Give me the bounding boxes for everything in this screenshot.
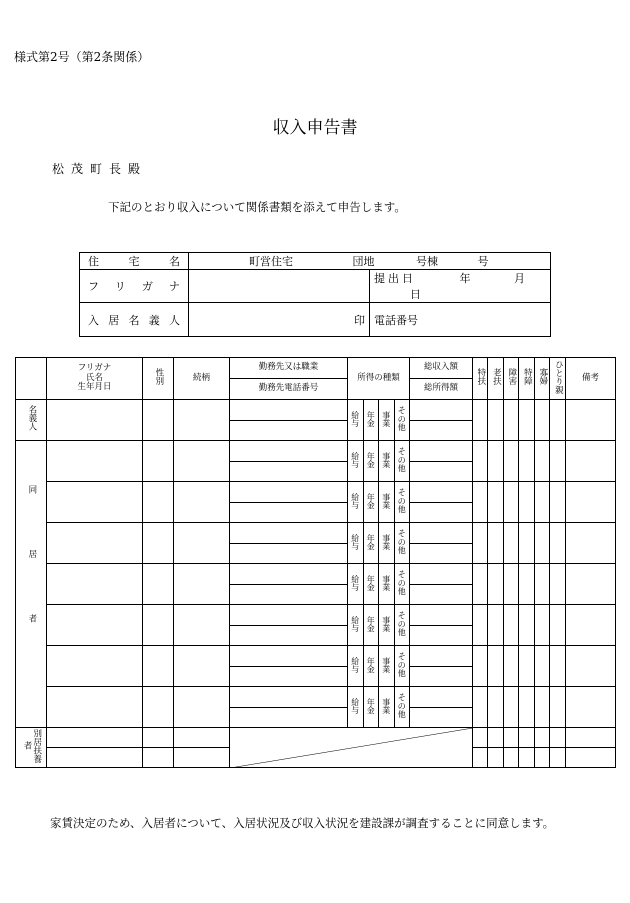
name-cell[interactable] [47, 523, 143, 564]
check-cell[interactable] [550, 564, 566, 605]
relation-cell[interactable] [174, 400, 230, 441]
earnings-cell[interactable] [410, 420, 473, 441]
check-cell[interactable] [473, 646, 488, 687]
check-cell[interactable] [488, 748, 504, 768]
work-cell[interactable] [230, 605, 348, 626]
header-relation: 続柄 [174, 358, 230, 400]
check-cell[interactable] [550, 687, 566, 728]
check-cell[interactable] [535, 728, 550, 748]
check-cell[interactable] [488, 728, 504, 748]
sex-cell[interactable] [143, 728, 174, 748]
header-total-income: 総収入額 [410, 358, 473, 379]
sex-cell[interactable] [143, 482, 174, 523]
income-kind-cell: 給与 年金 事業 その他 [348, 400, 410, 441]
check-cell[interactable] [519, 687, 535, 728]
check-cell[interactable] [550, 748, 566, 768]
check-cell[interactable] [535, 646, 550, 687]
check-cell[interactable] [488, 441, 504, 482]
submit-date-field[interactable] [370, 270, 551, 303]
header-tokufu: 特扶 [473, 358, 488, 400]
submit-date-label: 提出日 [374, 272, 416, 285]
phone-field[interactable] [370, 303, 551, 337]
address-value-gou: 号 [477, 255, 489, 268]
income-kind-cell: 給与 年金 事業 その他 [348, 687, 410, 728]
income-cell[interactable] [410, 605, 473, 626]
work-phone-cell[interactable] [230, 420, 348, 441]
name-cell[interactable] [47, 564, 143, 605]
name-cell[interactable] [47, 400, 143, 441]
sex-cell[interactable] [143, 605, 174, 646]
name-cell[interactable] [47, 728, 143, 748]
check-cell[interactable] [550, 728, 566, 748]
earnings-cell[interactable] [410, 543, 473, 564]
tenant-label: 入居名義人 [80, 303, 189, 337]
seal-mark: 印 [354, 313, 365, 327]
phone-label: 電話番号 [374, 313, 418, 327]
check-cell[interactable] [519, 482, 535, 523]
check-cell[interactable] [488, 687, 504, 728]
sex-cell[interactable] [143, 646, 174, 687]
relation-cell[interactable] [174, 605, 230, 646]
check-cell[interactable] [550, 605, 566, 646]
income-kind-cell: 給与 年金 事業 その他 [348, 523, 410, 564]
intro-text: 下記のとおり収入について関係書類を添えて申告します。 [108, 200, 406, 214]
income-cell[interactable] [410, 523, 473, 544]
check-cell[interactable] [550, 646, 566, 687]
check-cell[interactable] [504, 728, 519, 748]
income-cell[interactable] [410, 687, 473, 708]
relation-cell[interactable] [174, 523, 230, 564]
relation-cell[interactable] [174, 646, 230, 687]
check-cell[interactable] [550, 523, 566, 564]
notes-cell[interactable] [566, 728, 616, 748]
name-cell[interactable] [47, 441, 143, 482]
header-hitorioya: ひとり親 [550, 358, 566, 400]
income-kind-cell: 給与 年金 事業 その他 [348, 482, 410, 523]
check-cell[interactable] [519, 400, 535, 441]
sex-cell[interactable] [143, 748, 174, 768]
relation-cell[interactable] [174, 482, 230, 523]
address-field[interactable] [189, 253, 551, 270]
notes-cell[interactable] [566, 687, 616, 728]
sex-cell[interactable] [143, 441, 174, 482]
relation-cell[interactable] [174, 564, 230, 605]
header-sex: 性別 [143, 358, 174, 400]
earnings-cell[interactable] [410, 461, 473, 482]
header-tokushou: 特障 [519, 358, 535, 400]
sex-cell[interactable] [143, 687, 174, 728]
check-cell[interactable] [535, 400, 550, 441]
check-cell[interactable] [473, 523, 488, 564]
check-cell[interactable] [519, 748, 535, 768]
header-shougai: 障害 [504, 358, 519, 400]
income-cell[interactable] [410, 482, 473, 503]
relation-cell[interactable] [174, 728, 230, 748]
work-cell[interactable] [230, 482, 348, 503]
work-phone-cell[interactable] [230, 584, 348, 605]
tenant-name-field[interactable] [189, 303, 370, 337]
income-kind-cell: 給与 年金 事業 その他 [348, 564, 410, 605]
work-cell[interactable] [230, 687, 348, 708]
work-cell[interactable] [230, 400, 348, 421]
applicant-info-table [79, 252, 551, 337]
sex-cell[interactable] [143, 400, 174, 441]
check-cell[interactable] [473, 605, 488, 646]
notes-cell[interactable] [566, 441, 616, 482]
income-cell[interactable] [410, 646, 473, 667]
check-cell[interactable] [504, 646, 519, 687]
sex-cell[interactable] [143, 523, 174, 564]
work-phone-cell[interactable] [230, 461, 348, 482]
form-number: 様式第2号（第2条関係） [14, 50, 150, 64]
work-cell[interactable] [230, 523, 348, 544]
check-cell[interactable] [535, 687, 550, 728]
strike-diagonal [230, 728, 473, 768]
earnings-cell[interactable] [410, 584, 473, 605]
addressee: 松茂町長殿 [52, 162, 148, 176]
address-value-gotou: 号棟 [416, 255, 438, 268]
side-label-tenant: 名義人 [16, 400, 47, 441]
income-kind-cell: 給与 年金 事業 その他 [348, 441, 410, 482]
year-label: 年 [459, 272, 471, 285]
header-kafu: 寡婦 [535, 358, 550, 400]
check-cell[interactable] [488, 564, 504, 605]
address-label: 住宅名 [80, 253, 189, 270]
notes-cell[interactable] [566, 523, 616, 564]
header-work: 勤務先又は職業 [230, 358, 348, 379]
name-cell[interactable] [47, 687, 143, 728]
header-blank [16, 358, 47, 400]
header-notes: 備考 [566, 358, 616, 400]
notes-cell[interactable] [566, 646, 616, 687]
work-phone-cell[interactable] [230, 502, 348, 523]
work-phone-cell[interactable] [230, 707, 348, 728]
check-cell[interactable] [473, 748, 488, 768]
check-cell[interactable] [519, 646, 535, 687]
address-value-danchi: 団地 [352, 255, 375, 268]
check-cell[interactable] [473, 687, 488, 728]
check-cell[interactable] [488, 482, 504, 523]
relation-cell[interactable] [174, 687, 230, 728]
earnings-cell[interactable] [410, 625, 473, 646]
work-cell[interactable] [230, 564, 348, 585]
check-cell[interactable] [535, 523, 550, 564]
check-cell[interactable] [473, 400, 488, 441]
income-kind-cell: 給与 年金 事業 その他 [348, 605, 410, 646]
check-cell[interactable] [473, 482, 488, 523]
relation-cell[interactable] [174, 748, 230, 768]
check-cell[interactable] [488, 605, 504, 646]
check-cell[interactable] [535, 564, 550, 605]
notes-cell[interactable] [566, 564, 616, 605]
month-label: 月 [514, 272, 525, 285]
check-cell[interactable] [504, 564, 519, 605]
header-work-phone: 勤務先電話番号 [230, 379, 348, 400]
notes-cell[interactable] [566, 748, 616, 768]
notes-cell[interactable] [566, 400, 616, 441]
page-title: 収入申告書 [272, 118, 358, 138]
check-cell[interactable] [488, 400, 504, 441]
check-cell[interactable] [504, 605, 519, 646]
check-cell[interactable] [488, 646, 504, 687]
side-label-separate: 別居扶養者 [16, 728, 47, 768]
check-cell[interactable] [550, 482, 566, 523]
earnings-cell[interactable] [410, 666, 473, 687]
day-label: 日 [410, 288, 421, 301]
name-cell[interactable] [47, 748, 143, 768]
income-cell[interactable] [410, 441, 473, 462]
work-cell[interactable] [230, 441, 348, 462]
check-cell[interactable] [519, 441, 535, 482]
check-cell[interactable] [473, 564, 488, 605]
consent-text: 家賃決定のため、入居者について、入居状況及び収入状況を建設課が調査することに同意します。 [50, 816, 555, 830]
check-cell[interactable] [504, 482, 519, 523]
income-cell[interactable] [410, 400, 473, 421]
sex-cell[interactable] [143, 564, 174, 605]
check-cell[interactable] [519, 728, 535, 748]
check-cell[interactable] [535, 605, 550, 646]
check-cell[interactable] [535, 441, 550, 482]
check-cell[interactable] [519, 605, 535, 646]
notes-cell[interactable] [566, 605, 616, 646]
relation-cell[interactable] [174, 441, 230, 482]
earnings-cell[interactable] [410, 502, 473, 523]
work-phone-cell[interactable] [230, 666, 348, 687]
name-cell[interactable] [47, 605, 143, 646]
address-value-town: 町営住宅 [249, 255, 293, 268]
check-cell[interactable] [504, 687, 519, 728]
header-name: フリガナ 氏名 生年月日 [47, 358, 143, 400]
check-cell[interactable] [504, 441, 519, 482]
income-cell[interactable] [410, 564, 473, 585]
work-phone-cell[interactable] [230, 543, 348, 564]
check-cell[interactable] [504, 400, 519, 441]
check-cell[interactable] [535, 748, 550, 768]
header-income-type: 所得の種類 [348, 358, 410, 400]
header-total-earnings: 総所得額 [410, 379, 473, 400]
check-cell[interactable] [504, 523, 519, 564]
furigana-label: フリガナ [80, 270, 189, 303]
check-cell[interactable] [473, 728, 488, 748]
check-cell[interactable] [504, 748, 519, 768]
check-cell[interactable] [519, 564, 535, 605]
work-cell[interactable] [230, 646, 348, 667]
name-cell[interactable] [47, 646, 143, 687]
earnings-cell[interactable] [410, 707, 473, 728]
work-phone-cell[interactable] [230, 625, 348, 646]
check-cell[interactable] [519, 523, 535, 564]
side-label-cohab: 同居者 [16, 441, 47, 728]
household-table [15, 357, 616, 768]
header-roufu: 老扶 [488, 358, 504, 400]
check-cell[interactable] [488, 523, 504, 564]
income-kind-cell: 給与 年金 事業 その他 [348, 646, 410, 687]
check-cell[interactable] [535, 482, 550, 523]
furigana-field[interactable] [189, 270, 370, 303]
name-cell[interactable] [47, 482, 143, 523]
check-cell[interactable] [550, 400, 566, 441]
check-cell[interactable] [473, 441, 488, 482]
check-cell[interactable] [550, 441, 566, 482]
notes-cell[interactable] [566, 482, 616, 523]
